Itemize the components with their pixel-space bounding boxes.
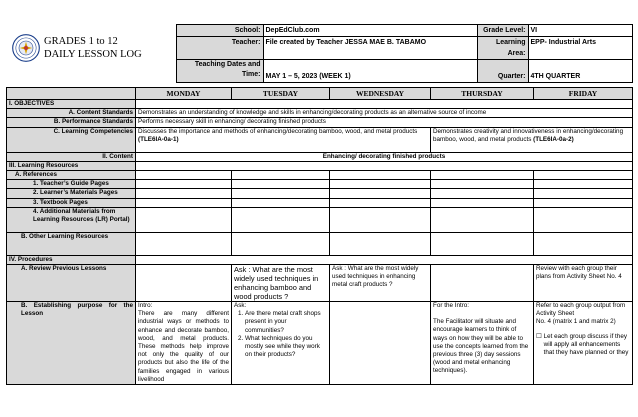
purpose-monday-cell xyxy=(136,302,232,385)
review-tuesday: Ask : What are the most widely used techniques in enhancing bamboo and wood products ? xyxy=(232,265,330,302)
textbook-pages-label: 3. Textbook Pages xyxy=(7,198,136,207)
dates-value: MAY 1 – 5, 2023 (WEEK 1) xyxy=(263,60,477,83)
lesson-log-page xyxy=(6,24,632,385)
additional-materials-label: 4. Additional Materials from Learning Resources (LR) Portal) xyxy=(7,207,136,232)
review-wednesday: Ask : What are the most widely used techniques in enhancing metal craft products ? xyxy=(330,265,431,302)
competency-1-text: Discusses the importance and methods of enhancing/decorating bamboo, wood, and metal products xyxy=(138,127,418,135)
purpose-friday-cell xyxy=(534,302,633,385)
day-wednesday: WEDNESDAY xyxy=(330,88,431,100)
competency-2-cell xyxy=(431,127,633,152)
purpose-thursday-text: The Facilitator will situate and encourage learners to think of ways on how they will be able to use the concepts learned from the previous three (3) day sessions (wood and metal enhancing techniques). xyxy=(433,318,529,375)
dates-label: Teaching Dates and Time: xyxy=(176,60,263,83)
day-thursday: THURSDAY xyxy=(431,88,534,100)
grade-label: Grade Level: xyxy=(477,25,528,37)
competency-1-cell xyxy=(136,127,431,152)
resources-blank xyxy=(136,161,633,170)
title-line-1: GRADES 1 to 12 xyxy=(44,35,118,47)
day-friday: FRIDAY xyxy=(534,88,633,100)
resources-heading: III. Learning Resources xyxy=(7,161,136,170)
purpose-tuesday-cell xyxy=(232,302,330,385)
review-friday: Review with each group their plans from Activity Sheet No. 4 xyxy=(534,265,633,302)
performance-standards-value: Performs necessary skill in enhancing/ decorating finished products xyxy=(136,118,633,127)
deped-seal-icon xyxy=(12,34,40,62)
logo-cell xyxy=(6,25,176,83)
performance-standards-label: B. Performance Standards xyxy=(7,118,136,127)
header-table xyxy=(6,24,633,83)
materials-pages-label: 2. Learner’s Materials Pages xyxy=(7,189,136,198)
content-label: II. Content xyxy=(7,152,136,161)
purpose-tuesday-question-1: 1. Are there metal craft shops present in your communities? xyxy=(245,310,327,335)
competencies-label: C. Learning Competencies xyxy=(7,127,136,152)
lesson-table xyxy=(6,87,633,385)
purpose-tuesday-question-2: 2. What techniques do you mostly see while they work on their products? xyxy=(245,335,327,360)
references-label: A. References xyxy=(7,171,136,180)
purpose-monday-title: Intro: xyxy=(138,302,153,310)
purpose-label: B. Establishing purpose for the Lesson xyxy=(7,302,136,385)
purpose-tuesday-title: Ask: xyxy=(234,302,247,310)
content-value: Enhancing/ decorating finished products xyxy=(136,152,633,161)
procedures-heading: IV. Procedures xyxy=(7,255,136,264)
purpose-friday-line-1: Refer to each group output from Activity Sheet xyxy=(536,302,626,318)
objectives-heading: I. OBJECTIVES xyxy=(7,100,136,109)
school-value: DepEdClub.com xyxy=(263,25,477,37)
purpose-friday-line-3: Let each group discuss if they will apply all enhancements that they have planned or they xyxy=(543,332,629,357)
day-tuesday: TUESDAY xyxy=(232,88,330,100)
procedures-blank xyxy=(136,255,633,264)
purpose-friday-line-2: No. 4 (matrix 1 and matrix 2) xyxy=(536,318,616,326)
school-label: School: xyxy=(176,25,263,37)
competency-2-code: (TLE6IA-0a-2) xyxy=(533,135,574,143)
teacher-value: File created by Teacher JESSA MAE B. TABAMO xyxy=(263,37,477,60)
other-resources-label: B. Other Learning Resources xyxy=(7,232,136,255)
title-block xyxy=(44,35,142,61)
day-monday: MONDAY xyxy=(136,88,232,100)
bullet-icon: ☐ xyxy=(536,332,542,340)
quarter-value: 4TH QUARTER xyxy=(528,60,632,83)
quarter-label: Quarter: xyxy=(477,60,528,83)
guide-pages-label: 1. Teacher’s Guide Pages xyxy=(7,180,136,189)
area-label: Learning Area: xyxy=(477,37,528,60)
grade-value: VI xyxy=(528,25,632,37)
objectives-blank xyxy=(136,100,633,109)
purpose-monday-text: There are many different industrial ways or methods to enhance and decorate bamboo, wood, and metal products. These methods help improve not only the quality of our products but also the life of the families engaged in various livelihood xyxy=(138,310,229,383)
purpose-thursday-title: For the Intro: xyxy=(433,302,470,310)
content-standards-label: A. Content Standards xyxy=(7,109,136,118)
title-line-2: DAILY LESSON LOG xyxy=(44,48,142,60)
competency-2-text: Demonstrates creativity and innovativeness in enhancing/decorating bamboo, wood, and metal products xyxy=(433,127,624,143)
area-value: EPP- Industrial Arts xyxy=(528,37,632,60)
teacher-label: Teacher: xyxy=(176,37,263,60)
content-standards-value: Demonstrates an understanding of knowledge and skills in enhancing/decorating products as an alternative source of income xyxy=(136,109,633,118)
competency-1-code: (TLE6IA-0a-1) xyxy=(138,135,179,143)
days-row xyxy=(7,88,633,100)
review-label: A. Review Previous Lessons xyxy=(7,265,136,302)
purpose-thursday-cell xyxy=(431,302,534,385)
